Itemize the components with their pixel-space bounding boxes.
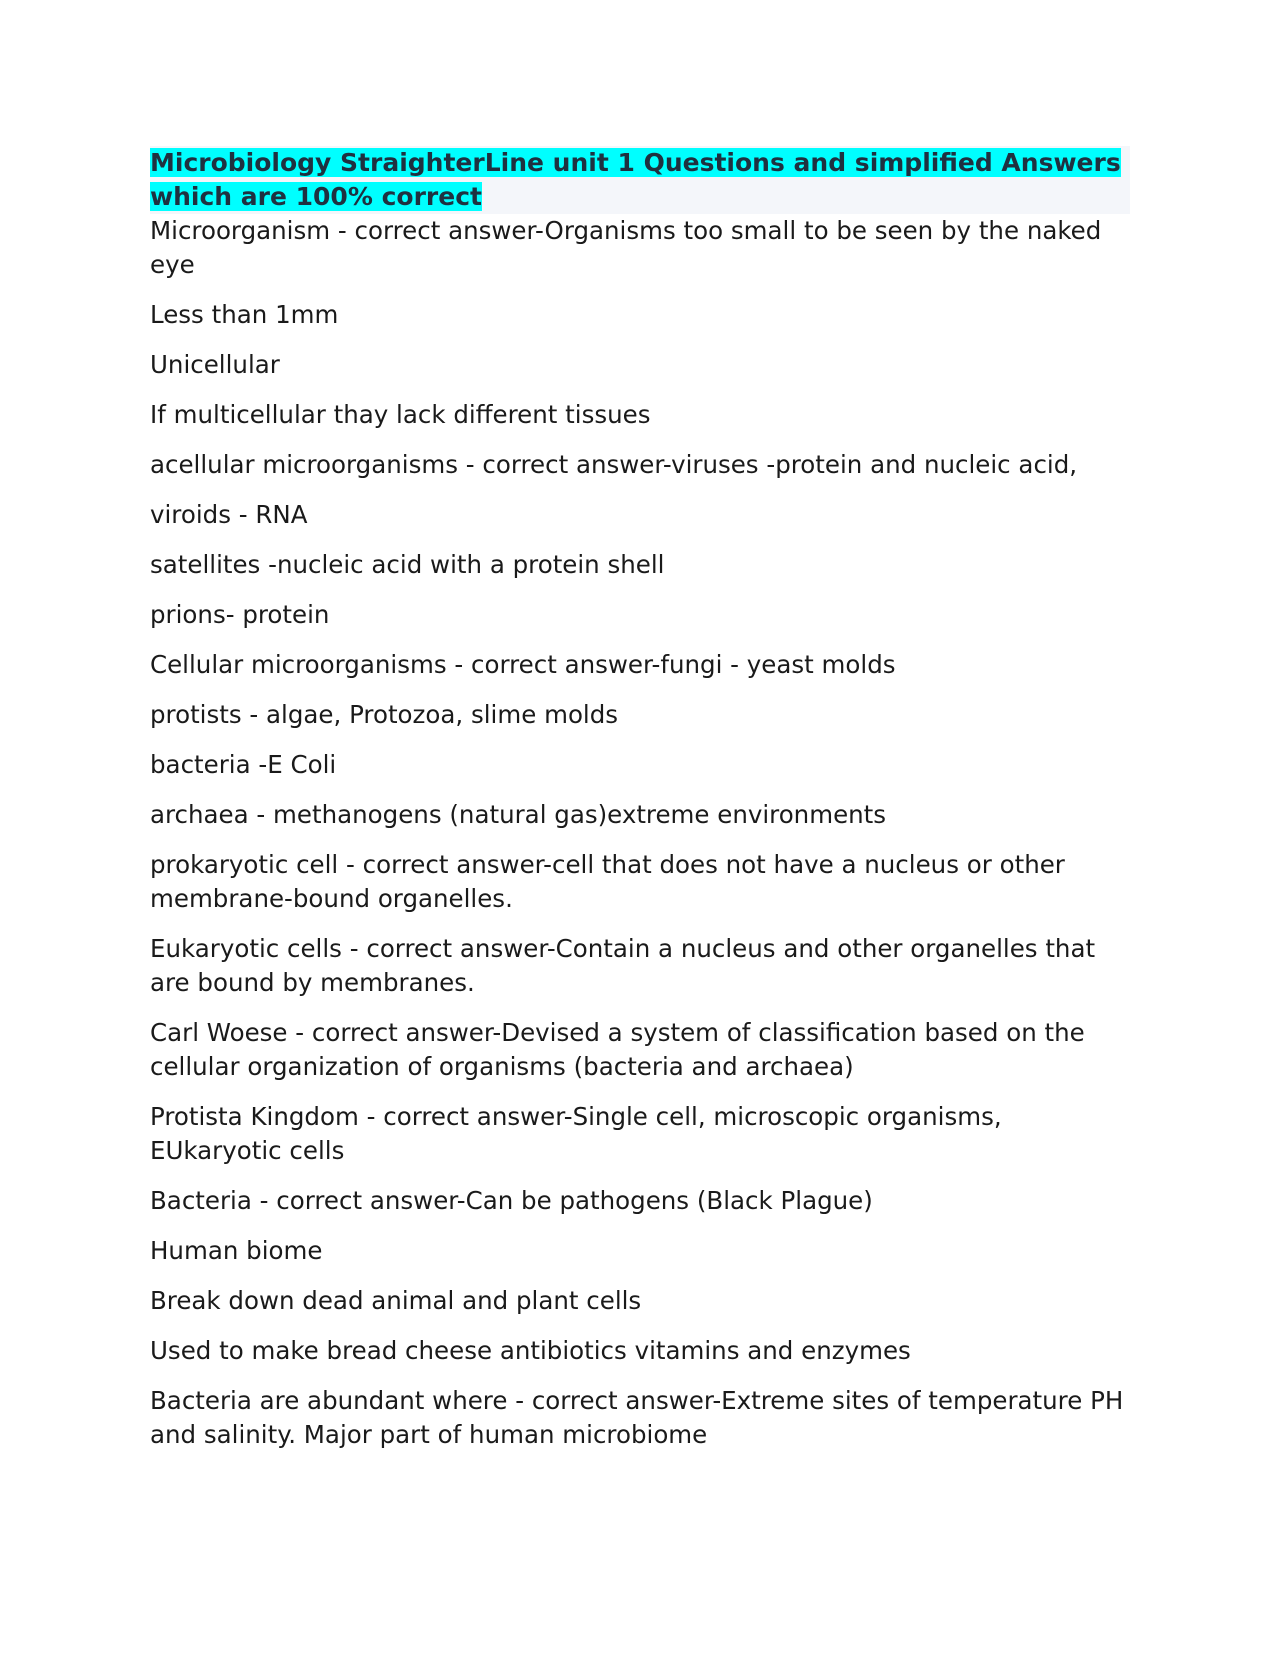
- paragraph-4: If multicellular thay lack different tissues: [150, 400, 651, 429]
- document-title-block: [150, 146, 1130, 214]
- paragraph-18: Human biome: [150, 1236, 323, 1265]
- title-line-2: which are 100% correct: [150, 182, 482, 211]
- paragraph-8: prions- protein: [150, 600, 330, 629]
- paragraph-5: acellular microorganisms - correct answer-viruses -protein and nucleic acid,: [150, 450, 1078, 479]
- paragraph-20: Used to make bread cheese antibiotics vitamins and enzymes: [150, 1336, 911, 1365]
- paragraph-11: bacteria -E Coli: [150, 750, 337, 779]
- paragraph-21: Bacteria are abundant where - correct answer-Extreme sites of temperature PH and salinity. Major part of human microbiome: [150, 1386, 1124, 1449]
- paragraph-10: protists - algae, Protozoa, slime molds: [150, 700, 619, 729]
- paragraph-19: Break down dead animal and plant cells: [150, 1286, 642, 1315]
- paragraph-13: prokaryotic cell - correct answer-cell that does not have a nucleus or other membrane-bound organelles.: [150, 850, 1065, 913]
- document-title: [150, 146, 1130, 214]
- paragraph-1: Microorganism - correct answer-Organisms too small to be seen by the naked eye: [150, 216, 1102, 279]
- paragraph-7: satellites -nucleic acid with a protein shell: [150, 550, 665, 579]
- title-line-1: Microbiology StraighterLine unit 1 Questions and simplified Answers: [150, 148, 1121, 177]
- paragraph-12: archaea - methanogens (natural gas)extreme environments: [150, 800, 887, 829]
- paragraph-14: Eukaryotic cells - correct answer-Contain a nucleus and other organelles that are bound by membranes.: [150, 934, 1096, 997]
- paragraph-17: Bacteria - correct answer-Can be pathogens (Black Plague): [150, 1186, 873, 1215]
- paragraph-16: Protista Kingdom - correct answer-Single cell, microscopic organisms, EUkaryotic cells: [150, 1102, 1002, 1165]
- paragraph-6: viroids - RNA: [150, 500, 308, 529]
- paragraph-15: Carl Woese - correct answer-Devised a system of classification based on the cellular organization of organisms (bacteria and archaea): [150, 1018, 1085, 1081]
- paragraph-9: Cellular microorganisms - correct answer-fungi - yeast molds: [150, 650, 896, 679]
- paragraph-3: Unicellular: [150, 350, 280, 379]
- document-page: [150, 146, 1130, 1468]
- paragraph-2: Less than 1mm: [150, 300, 339, 329]
